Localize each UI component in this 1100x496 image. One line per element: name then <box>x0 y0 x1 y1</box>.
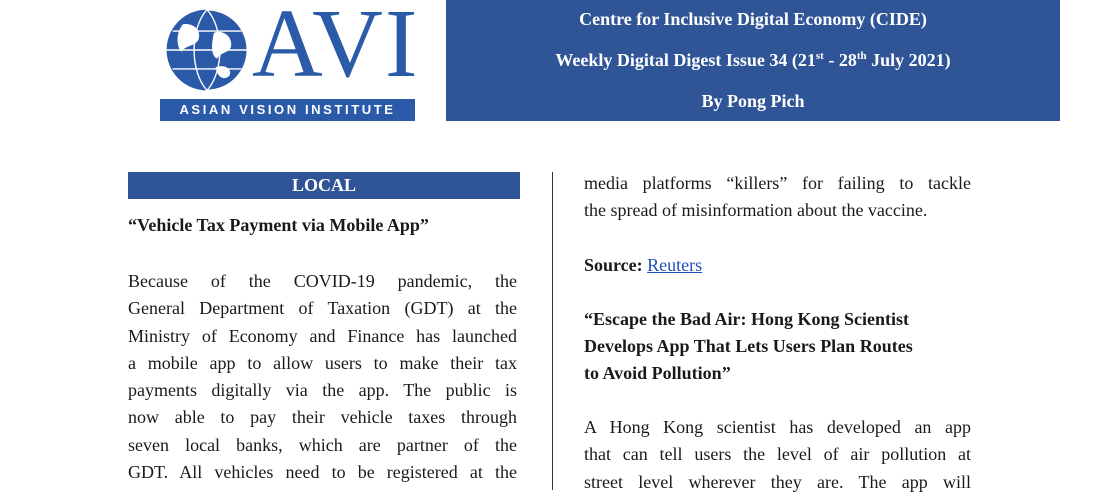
source-label: Source: <box>584 255 643 275</box>
issue-prefix: Weekly Digital Digest Issue 34 (21 <box>555 50 816 70</box>
issue-mid: - 28 <box>823 50 857 70</box>
logo-wordmark: AVI <box>252 0 420 98</box>
body-line: now able to pay their vehicle taxes through <box>128 407 517 428</box>
body-line: payments digitally via the app. The public is <box>128 380 517 401</box>
article-body <box>128 268 517 486</box>
issue-suffix: July 2021) <box>866 50 951 70</box>
body-line: Ministry of Economy and Finance has launched <box>128 325 517 346</box>
body-line: the spread of misinformation about the vaccine. <box>584 200 928 221</box>
section-label-local: LOCAL <box>128 172 520 199</box>
source-link-reuters[interactable]: Reuters <box>647 255 703 275</box>
issue-sup-1: st <box>815 50 824 62</box>
avi-logo <box>160 0 420 123</box>
globe-icon <box>164 7 250 93</box>
issue-line <box>446 49 1060 71</box>
source-line <box>584 252 702 279</box>
title-line: “Escape the Bad Air: Hong Kong Scientist <box>584 309 910 329</box>
article-body <box>584 414 971 496</box>
body-line: street level wherever they are. The app will <box>584 471 971 492</box>
body-line: GDT. All vehicles need to be registered at the <box>128 462 517 483</box>
body-line: seven local banks, which are partner of the <box>128 434 517 455</box>
body-line: Because of the COVID-19 pandemic, the <box>128 271 517 291</box>
digest-header <box>446 0 1060 121</box>
continued-text <box>584 170 971 225</box>
issue-sup-2: th <box>856 50 867 62</box>
article-title <box>584 306 974 387</box>
body-line: A Hong Kong scientist has developed an app <box>584 417 971 437</box>
body-line: media platforms “killers” for failing to tackle <box>584 173 971 193</box>
title-line: to Avoid Pollution” <box>584 363 731 383</box>
centre-name: Centre for Inclusive Digital Economy (CIDE) <box>579 9 927 29</box>
body-line: General Department of Taxation (GDT) at the <box>128 298 517 319</box>
column-divider <box>552 172 553 490</box>
title-line: Develops App That Lets Users Plan Routes <box>584 336 913 356</box>
body-line: that can tell users the level of air pollution at <box>584 444 971 465</box>
author-line: By Pong Pich <box>701 91 805 111</box>
body-line: a mobile app to allow users to make their tax <box>128 352 517 373</box>
article-title: “Vehicle Tax Payment via Mobile App” <box>128 215 429 235</box>
logo-subtitle: ASIAN VISION INSTITUTE <box>160 99 415 121</box>
